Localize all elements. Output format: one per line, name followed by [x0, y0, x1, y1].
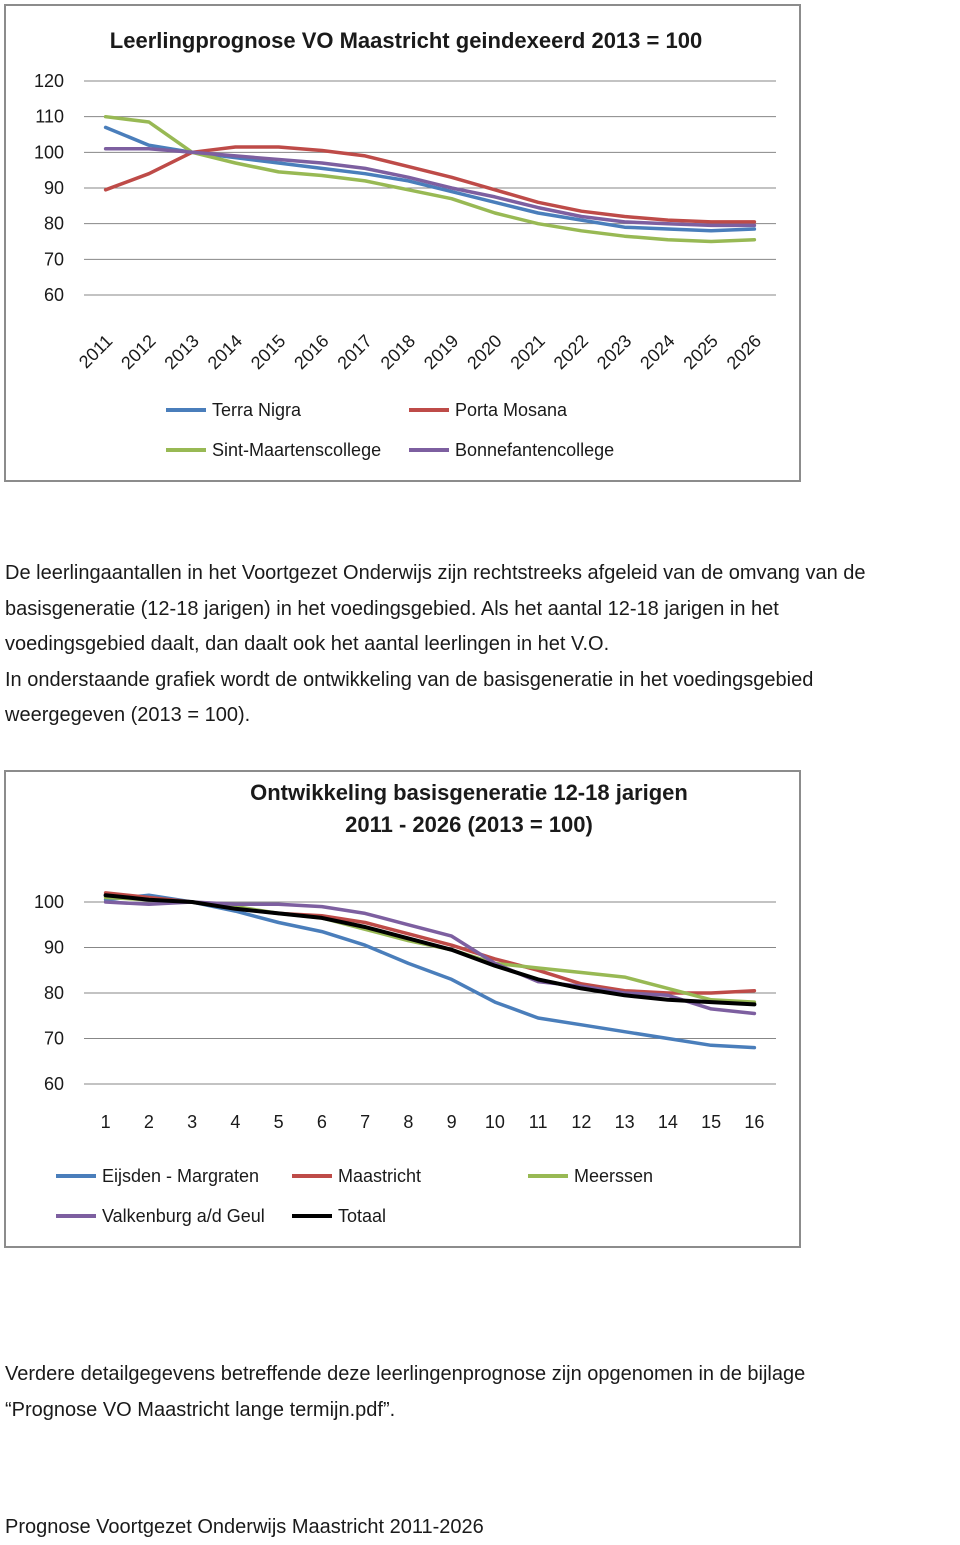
paragraph-line: Verdere detailgegevens betreffende deze leerlingenprognose zijn opgenomen in de bijlage — [5, 1363, 806, 1385]
series-line-totaal — [106, 895, 755, 1004]
legend-label-maastricht: Maastricht — [338, 1166, 422, 1186]
x-tick-label: 2021 — [506, 330, 549, 374]
x-tick-label: 2024 — [636, 330, 679, 374]
x-tick-label: 2018 — [376, 330, 420, 374]
x-tick-label: 2017 — [333, 330, 376, 374]
legend-label-porta-mosana: Porta Mosana — [455, 400, 568, 420]
x-tick-label: 2023 — [592, 330, 636, 374]
x-tick-label: 4 — [230, 1112, 241, 1132]
legend-label-terra-nigra: Terra Nigra — [212, 400, 302, 420]
x-tick-label: 6 — [316, 1112, 327, 1132]
x-tick-label: 7 — [360, 1112, 371, 1132]
chart-basisgeneratie-svg — [6, 772, 801, 1248]
paragraph-line: basisgeneratie (12-18 jarigen) in het voedingsgebied. Als het aantal 12-18 jarigen in het — [5, 597, 779, 620]
detail-paragraph — [5, 1357, 960, 1428]
x-tick-label: 8 — [403, 1112, 414, 1132]
legend-label-totaal: Totaal — [338, 1206, 387, 1226]
x-tick-label: 12 — [571, 1112, 592, 1132]
x-tick-label: 2013 — [160, 330, 203, 374]
x-tick-label: 16 — [744, 1112, 765, 1132]
x-tick-label: 2026 — [722, 330, 766, 374]
page-footer — [5, 1510, 484, 1545]
legend-label-meerssen: Meerssen — [574, 1166, 654, 1186]
chart-subtitle: 2011 - 2026 (2013 = 100) — [345, 812, 593, 837]
chart-leerlingprognose — [4, 4, 801, 482]
x-tick-label: 2012 — [117, 330, 160, 374]
x-tick-label: 14 — [657, 1112, 678, 1132]
y-tick-label: 100 — [33, 142, 64, 163]
legend-label-valkenburg-a-d-geul: Valkenburg a/d Geul — [102, 1206, 265, 1226]
x-tick-label: 1 — [100, 1112, 111, 1132]
y-tick-label: 60 — [43, 1074, 64, 1094]
paragraph-line: “Prognose VO Maastricht lange termijn.pdf”. — [5, 1398, 396, 1421]
paragraph-line: voedingsgebied daalt, dan daalt ook het aantal leerlingen in het V.O. — [5, 633, 610, 655]
y-tick-label: 100 — [33, 892, 64, 912]
x-tick-label: 3 — [187, 1112, 198, 1132]
y-tick-label: 70 — [43, 1028, 64, 1049]
x-tick-label: 2016 — [290, 330, 333, 374]
y-tick-label: 120 — [33, 71, 64, 91]
x-tick-label: 2019 — [419, 330, 463, 374]
x-tick-label: 11 — [528, 1112, 548, 1132]
series-line-eijsden-margraten — [106, 895, 755, 1047]
x-tick-label: 2 — [143, 1112, 154, 1132]
x-tick-label: 2025 — [679, 330, 722, 374]
x-tick-label: 5 — [273, 1112, 284, 1132]
footer-text: Prognose Voortgezet Onderwijs Maastricht 2011-2026 — [5, 1516, 484, 1538]
y-tick-label: 90 — [43, 178, 64, 198]
x-tick-label: 2015 — [246, 330, 290, 374]
x-tick-label: 2022 — [549, 330, 593, 374]
series-line-terra-nigra — [106, 127, 755, 230]
legend-label-bonnefantencollege: Bonnefantencollege — [455, 440, 615, 460]
paragraph-line: In onderstaande grafiek wordt de ontwikkeling van de basisgeneratie in het voedingsgebied — [5, 668, 814, 691]
chart-title: Leerlingprognose VO Maastricht geindexeerd 2013 = 100 — [109, 28, 703, 53]
paragraph-line: weergegeven (2013 = 100). — [5, 704, 251, 726]
y-tick-label: 90 — [43, 937, 64, 958]
y-tick-label: 80 — [43, 983, 64, 1003]
legend-label-sint-maartenscollege: Sint-Maartenscollege — [212, 440, 382, 460]
y-tick-label: 60 — [43, 285, 64, 305]
series-line-meerssen — [106, 898, 755, 1003]
intro-paragraph — [5, 556, 960, 734]
paragraph-line: De leerlingaantallen in het Voortgezet Onderwijs zijn rechtstreeks afgeleid van de omvang van de — [5, 562, 866, 584]
legend-label-eijsden-margraten: Eijsden - Margraten — [102, 1166, 260, 1186]
x-tick-label: 10 — [484, 1112, 505, 1132]
x-tick-label: 13 — [614, 1112, 635, 1132]
x-tick-label: 2014 — [203, 330, 247, 374]
x-tick-label: 9 — [446, 1112, 457, 1132]
x-tick-label: 2011 — [74, 330, 117, 373]
x-tick-label: 2020 — [463, 330, 506, 374]
x-tick-label: 15 — [701, 1112, 722, 1132]
chart-title: Ontwikkeling basisgeneratie 12-18 jarigen — [250, 780, 688, 805]
y-tick-label: 110 — [35, 106, 64, 127]
chart-leerlingprognose-svg — [6, 6, 801, 482]
chart-basisgeneratie — [4, 770, 801, 1248]
y-tick-label: 70 — [43, 249, 64, 270]
y-tick-label: 80 — [43, 213, 64, 234]
